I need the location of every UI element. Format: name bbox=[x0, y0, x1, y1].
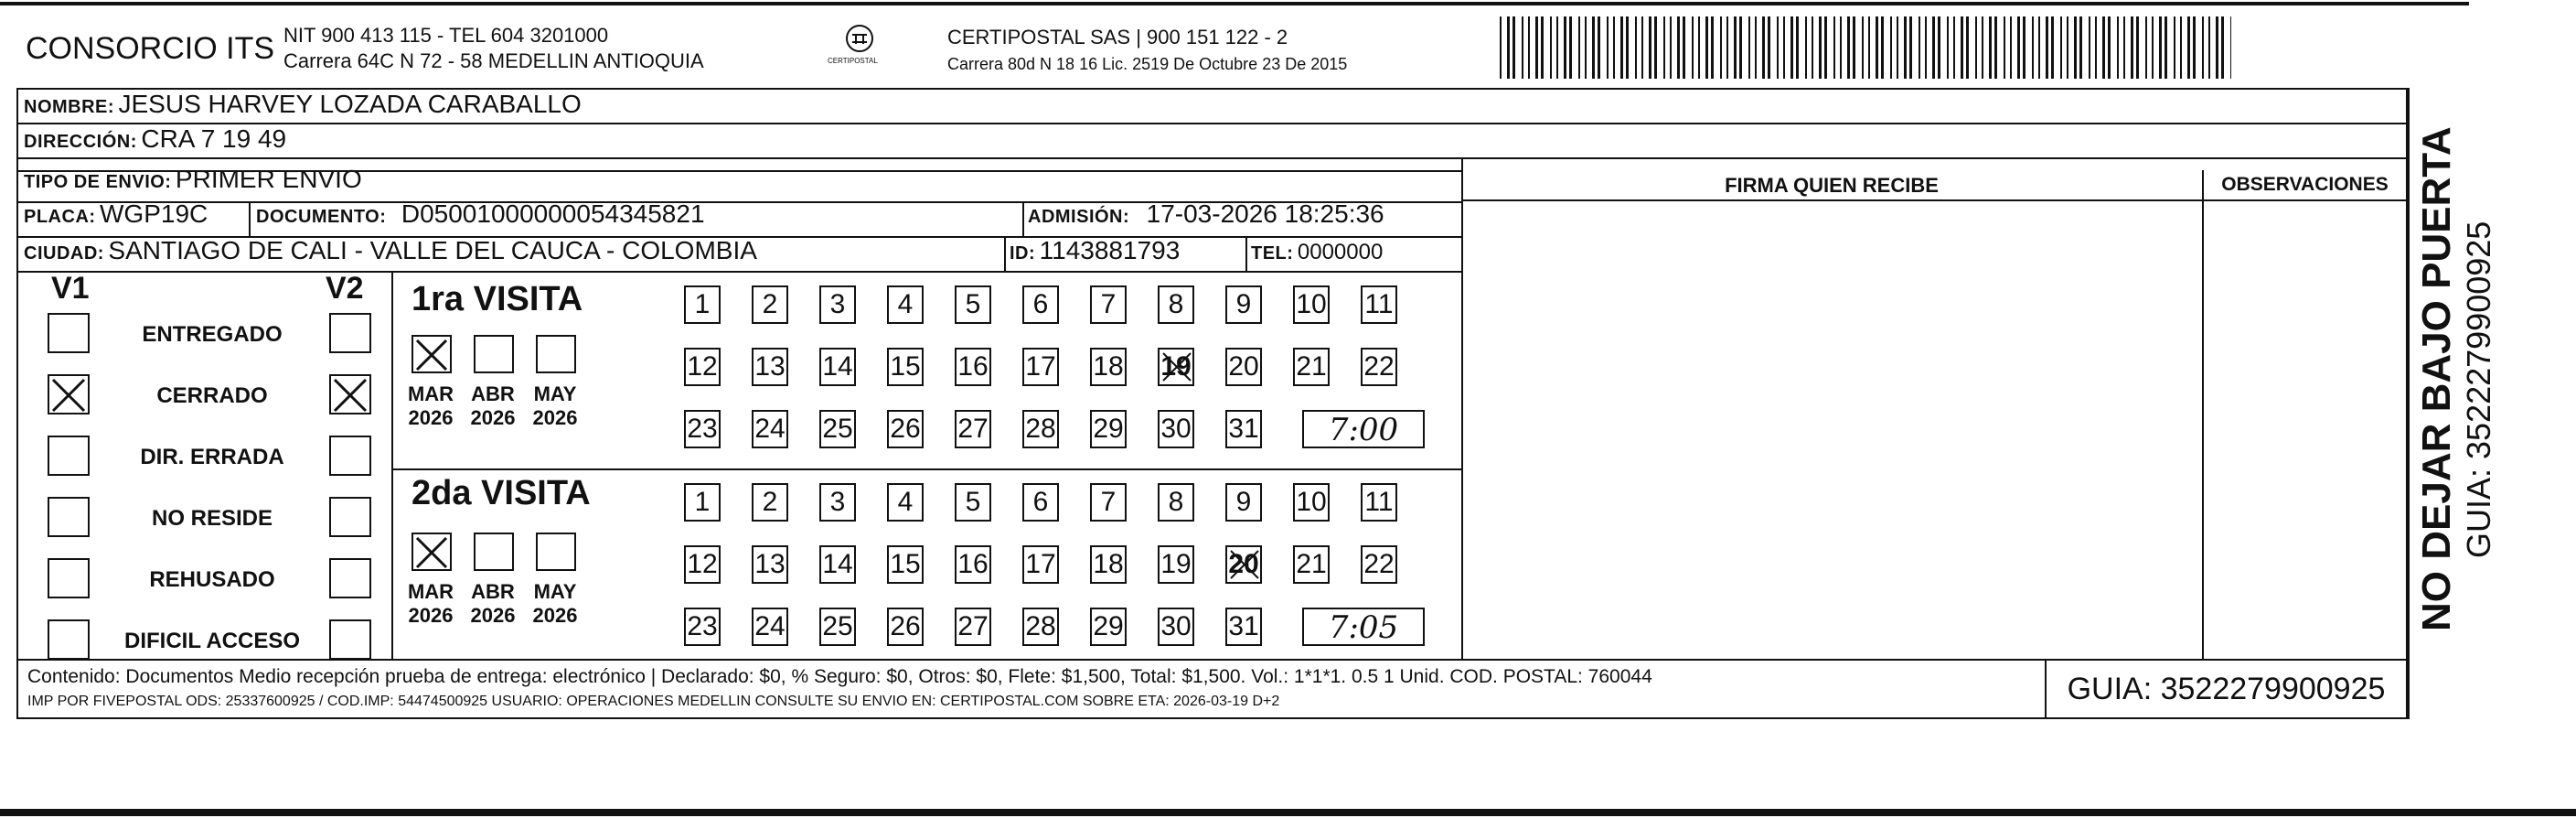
barcode-bar bbox=[2136, 16, 2139, 79]
day-box[interactable]: 2 bbox=[752, 483, 788, 522]
day-box[interactable]: 6 bbox=[1022, 285, 1059, 324]
day-box[interactable]: 4 bbox=[887, 285, 924, 324]
barcode-bar bbox=[2017, 16, 2020, 79]
day-box[interactable]: 6 bbox=[1022, 483, 1059, 522]
barcode-bar bbox=[1982, 16, 1983, 79]
barcode-bar bbox=[1953, 16, 1955, 79]
barcode-bar bbox=[1711, 16, 1714, 79]
day-box[interactable]: 19 bbox=[1158, 348, 1194, 386]
top-edge bbox=[0, 2, 2469, 5]
barcode-bar bbox=[2038, 16, 2040, 79]
status-label: ENTREGADO bbox=[142, 322, 283, 347]
barcode-bar bbox=[1535, 16, 1538, 79]
month-name: MAY bbox=[533, 580, 577, 603]
placa-row bbox=[24, 199, 208, 229]
day-box[interactable]: 10 bbox=[1293, 483, 1330, 522]
day-box[interactable]: 18 bbox=[1090, 348, 1127, 386]
barcode-bar bbox=[1512, 16, 1515, 79]
firma-header: FIRMA QUIEN RECIBE bbox=[1725, 174, 1939, 197]
month-label bbox=[399, 580, 463, 628]
day-box[interactable]: 21 bbox=[1293, 348, 1330, 386]
tel-row bbox=[1251, 240, 1383, 265]
admision-label: ADMISIÓN: bbox=[1028, 207, 1130, 227]
barcode-bar bbox=[2159, 16, 2162, 79]
barcode-bar bbox=[1677, 16, 1680, 79]
ciudad-label: CIUDAD: bbox=[24, 243, 104, 264]
month-name: ABR bbox=[471, 382, 515, 405]
day-box[interactable]: 1 bbox=[684, 483, 721, 522]
day-box[interactable]: 25 bbox=[819, 608, 856, 646]
month-checkbox[interactable] bbox=[474, 533, 514, 571]
footer-contenido: Contenido: Documentos Medio recepción prueba de entrega: electrónico | Declarado: $0, % Seguro: $0, Otros: $0, Flete: $1,500, Total: $1,500. Vol.: 1*1*1. 0.5 1 Unid. COD. POSTAL: 760044 bbox=[27, 666, 1652, 687]
barcode-bar bbox=[2095, 16, 2097, 79]
tel-value: 0000000 bbox=[1297, 240, 1384, 264]
day-box[interactable]: 13 bbox=[752, 348, 788, 386]
barcode-bar bbox=[2208, 16, 2210, 79]
day-box[interactable]: 29 bbox=[1090, 608, 1127, 646]
ciudad-row bbox=[24, 236, 757, 265]
month-name: ABR bbox=[471, 580, 515, 603]
day-box[interactable]: 24 bbox=[752, 410, 788, 448]
barcode-bar bbox=[1862, 16, 1864, 79]
day-box[interactable]: 15 bbox=[887, 545, 924, 584]
month-name: MAR bbox=[407, 382, 454, 405]
barcode-bar bbox=[2230, 16, 2231, 79]
day-box[interactable]: 17 bbox=[1022, 348, 1059, 386]
month-label bbox=[523, 580, 587, 628]
day-box[interactable]: 16 bbox=[955, 348, 991, 386]
barcode-bar bbox=[2089, 16, 2090, 79]
barcode-bar bbox=[1796, 16, 1799, 79]
row-line bbox=[16, 157, 2408, 159]
day-box[interactable]: 22 bbox=[1361, 545, 1397, 584]
month-year: 2026 bbox=[408, 406, 454, 429]
barcode-bar bbox=[1904, 16, 1907, 79]
barcode-bar bbox=[2193, 16, 2196, 79]
barcode-bar bbox=[1734, 16, 1737, 79]
barcode-bar bbox=[1692, 16, 1694, 79]
row-line bbox=[16, 271, 1461, 273]
barcode-bar bbox=[1635, 16, 1637, 79]
barcode-bar bbox=[1528, 16, 1530, 79]
barcode-bar bbox=[1919, 16, 1920, 79]
v1-checkbox[interactable] bbox=[48, 497, 90, 537]
day-box[interactable]: 19 bbox=[1158, 545, 1194, 584]
barcode-bar bbox=[1777, 16, 1779, 79]
id-value: 1143881793 bbox=[1039, 236, 1181, 264]
status-label: DIR. ERRADA bbox=[140, 445, 284, 469]
barcode-bar bbox=[1598, 16, 1600, 79]
month-checkbox[interactable] bbox=[474, 335, 514, 373]
barcode-bar bbox=[2202, 16, 2204, 79]
v2-header: V2 bbox=[326, 271, 364, 306]
barcode-bar bbox=[1881, 16, 1884, 79]
col-line bbox=[1022, 201, 1024, 236]
barcode-bar bbox=[2187, 16, 2190, 79]
day-box[interactable]: 22 bbox=[1361, 348, 1397, 386]
barcode-bar bbox=[2108, 16, 2111, 79]
day-box[interactable]: 23 bbox=[684, 410, 721, 448]
barcode-bar bbox=[1805, 16, 1807, 79]
col-line bbox=[391, 271, 393, 659]
v1-checkbox[interactable] bbox=[48, 619, 90, 660]
day-box[interactable]: 27 bbox=[955, 410, 991, 448]
v2-checkbox[interactable] bbox=[329, 374, 371, 414]
v1-checkbox[interactable] bbox=[48, 436, 90, 476]
barcode-bar bbox=[2123, 16, 2125, 79]
barcode-bar bbox=[1569, 16, 1572, 79]
month-label bbox=[461, 580, 525, 628]
barcode-bar bbox=[1762, 16, 1765, 79]
month-label bbox=[523, 382, 587, 430]
barcode-bar bbox=[2180, 16, 2182, 79]
day-box[interactable]: 7 bbox=[1090, 483, 1127, 522]
id-label: ID: bbox=[1010, 243, 1036, 264]
placa-label: PLACA: bbox=[24, 207, 96, 227]
barcode-bar bbox=[1578, 16, 1580, 79]
documento-row bbox=[256, 199, 705, 229]
day-box[interactable]: 28 bbox=[1022, 410, 1059, 448]
side-guia: GUIA: 3522279900925 bbox=[2460, 221, 2497, 558]
day-box[interactable]: 17 bbox=[1022, 545, 1059, 584]
col-line bbox=[2202, 170, 2204, 659]
barcode-bar bbox=[1890, 16, 1892, 79]
carrier-logo-text: CERTIPOSTAL bbox=[828, 57, 878, 65]
day-box[interactable]: 21 bbox=[1293, 545, 1330, 584]
ciudad-value: SANTIAGO DE CALI - VALLE DEL CAUCA - COLOMBIA bbox=[108, 236, 757, 264]
documento-value: D05001000000054345821 bbox=[401, 199, 705, 228]
tel-label: TEL: bbox=[1251, 243, 1294, 264]
carrier-logo bbox=[818, 22, 901, 77]
barcode-bar bbox=[1620, 16, 1623, 79]
footer-imp: IMP POR FIVEPOSTAL ODS: 25337600925 / COD.IMP: 54474500925 USUARIO: OPERACIONES MEDELLIN CONSULTE SU ENVIO EN: CERTIPOSTAL.COM SOBRE ETA: 2026-03-19 D+2 bbox=[27, 694, 1280, 709]
barcode-bar bbox=[1726, 16, 1728, 79]
month-year: 2026 bbox=[532, 406, 578, 429]
day-box[interactable]: 24 bbox=[752, 608, 788, 646]
month-checkbox[interactable] bbox=[536, 533, 576, 571]
v2-checkbox[interactable] bbox=[329, 619, 371, 660]
month-label bbox=[399, 382, 463, 430]
day-box[interactable]: 14 bbox=[819, 545, 856, 584]
barcode-bar bbox=[1556, 16, 1558, 79]
barcode-bar bbox=[1550, 16, 1552, 79]
observaciones-header: OBSERVACIONES bbox=[2221, 174, 2389, 195]
status-label: CERRADO bbox=[156, 383, 268, 408]
col-line bbox=[1461, 157, 1463, 659]
barcode-bar bbox=[2102, 16, 2105, 79]
barcode-bar bbox=[1683, 16, 1685, 79]
v1-checkbox[interactable] bbox=[48, 374, 90, 414]
col-line bbox=[2408, 88, 2410, 719]
day-box[interactable]: 5 bbox=[955, 285, 991, 324]
day-box[interactable]: 26 bbox=[887, 608, 924, 646]
v1-checkbox[interactable] bbox=[48, 558, 90, 598]
row-line bbox=[16, 123, 2408, 124]
barcode-bar bbox=[1500, 16, 1502, 79]
day-box[interactable]: 31 bbox=[1225, 608, 1262, 646]
month-checkbox[interactable] bbox=[412, 335, 452, 373]
day-box[interactable]: 18 bbox=[1090, 545, 1127, 584]
barcode-bar bbox=[2067, 16, 2068, 79]
barcode-bar bbox=[1670, 16, 1672, 79]
barcode-bar bbox=[1705, 16, 1708, 79]
barcode-bar bbox=[2221, 16, 2224, 79]
barcode-bar bbox=[1641, 16, 1643, 79]
day-box[interactable]: 5 bbox=[955, 483, 991, 522]
carrier-line1: CERTIPOSTAL SAS | 900 151 122 - 2 bbox=[947, 26, 1288, 48]
barcode bbox=[1500, 16, 2231, 79]
day-box[interactable]: 12 bbox=[684, 545, 721, 584]
day-box[interactable]: 10 bbox=[1293, 285, 1330, 324]
barcode-bar bbox=[1876, 16, 1878, 79]
nombre-row bbox=[24, 90, 582, 119]
id-row bbox=[1010, 236, 1180, 265]
day-box[interactable]: 26 bbox=[887, 410, 924, 448]
barcode-bar bbox=[2131, 16, 2133, 79]
barcode-bar bbox=[2174, 16, 2175, 79]
carrier-line2: Carrera 80d N 18 16 Lic. 2519 De Octubre 23 De 2015 bbox=[947, 55, 1348, 73]
barcode-bar bbox=[1868, 16, 1870, 79]
month-label bbox=[461, 382, 525, 430]
day-box[interactable]: 8 bbox=[1158, 483, 1194, 522]
visit2-title: 2da VISITA bbox=[412, 474, 591, 512]
tipo-label: TIPO DE ENVIO: bbox=[24, 172, 172, 192]
day-box[interactable]: 3 bbox=[819, 285, 856, 324]
barcode-bar bbox=[1947, 16, 1949, 79]
barcode-bar bbox=[1819, 16, 1822, 79]
v1-header: V1 bbox=[51, 271, 90, 306]
barcode-bar bbox=[1966, 16, 1969, 79]
barcode-bar bbox=[2164, 16, 2167, 79]
barcode-bar bbox=[1961, 16, 1963, 79]
barcode-bar bbox=[2051, 16, 2054, 79]
barcode-bar bbox=[1698, 16, 1700, 79]
barcode-bar bbox=[2060, 16, 2062, 79]
barcode-bar bbox=[2152, 16, 2154, 79]
barcode-bar bbox=[2046, 16, 2048, 79]
month-checkbox[interactable] bbox=[536, 335, 576, 373]
direccion-value: CRA 7 19 49 bbox=[141, 124, 287, 153]
col-line bbox=[1004, 236, 1006, 271]
nombre-value: JESUS HARVEY LOZADA CARABALLO bbox=[118, 90, 582, 118]
side-no-dejar: NO DEJAR BAJO PUERTA bbox=[2414, 126, 2459, 631]
barcode-bar bbox=[1812, 16, 1813, 79]
barcode-bar bbox=[1739, 16, 1742, 79]
barcode-bar bbox=[1840, 16, 1842, 79]
day-box[interactable]: 23 bbox=[684, 608, 721, 646]
row-line bbox=[16, 659, 2408, 661]
barcode-bar bbox=[1824, 16, 1827, 79]
day-box[interactable]: 2 bbox=[752, 285, 788, 324]
barcode-bar bbox=[1585, 16, 1587, 79]
month-year: 2026 bbox=[408, 604, 454, 627]
barcode-bar bbox=[1833, 16, 1835, 79]
placa-value: WGP19C bbox=[100, 199, 208, 228]
barcode-bar bbox=[2023, 16, 2026, 79]
documento-label: DOCUMENTO: bbox=[256, 207, 387, 227]
visit1-title: 1ra VISITA bbox=[412, 280, 583, 318]
barcode-bar bbox=[1748, 16, 1750, 79]
barcode-bar bbox=[1522, 16, 1523, 79]
barcode-bar bbox=[1720, 16, 1722, 79]
barcode-bar bbox=[1932, 16, 1935, 79]
barcode-bar bbox=[2004, 16, 2005, 79]
day-box[interactable]: 31 bbox=[1225, 410, 1262, 448]
nombre-label: NOMBRE: bbox=[24, 97, 115, 117]
barcode-bar bbox=[1853, 16, 1855, 79]
day-box[interactable]: 4 bbox=[887, 483, 924, 522]
visit-time: 7:05 bbox=[1302, 608, 1425, 646]
company-line2: Carrera 64C N 72 - 58 MEDELLIN ANTIOQUIA bbox=[283, 49, 704, 72]
barcode-bar bbox=[1909, 16, 1912, 79]
day-box[interactable]: 14 bbox=[819, 348, 856, 386]
day-box[interactable]: 11 bbox=[1361, 483, 1397, 522]
barcode-bar bbox=[2074, 16, 2077, 79]
tipo-value: PRIMER ENVIO bbox=[175, 165, 362, 193]
barcode-bar bbox=[1768, 16, 1770, 79]
barcode-bar bbox=[1507, 16, 1510, 79]
day-box[interactable]: 20 bbox=[1225, 348, 1262, 386]
barcode-bar bbox=[1607, 16, 1609, 79]
col-line bbox=[1245, 236, 1247, 271]
barcode-bar bbox=[1994, 16, 1997, 79]
day-box[interactable]: 9 bbox=[1225, 483, 1262, 522]
barcode-bar bbox=[2117, 16, 2119, 79]
month-checkbox[interactable] bbox=[412, 533, 452, 571]
status-label: NO RESIDE bbox=[151, 506, 273, 531]
barcode-bar bbox=[1897, 16, 1898, 79]
month-year: 2026 bbox=[470, 604, 516, 627]
barcode-bar bbox=[1790, 16, 1793, 79]
barcode-bar bbox=[2010, 16, 2012, 79]
day-box[interactable]: 30 bbox=[1158, 410, 1194, 448]
v2-checkbox[interactable] bbox=[329, 436, 371, 476]
col-line bbox=[249, 201, 251, 236]
month-name: MAY bbox=[533, 382, 577, 405]
barcode-bar bbox=[1654, 16, 1657, 79]
barcode-bar bbox=[1613, 16, 1615, 79]
day-box[interactable]: 11 bbox=[1361, 285, 1397, 324]
month-year: 2026 bbox=[470, 406, 516, 429]
barcode-bar bbox=[1663, 16, 1665, 79]
v2-checkbox[interactable] bbox=[329, 313, 371, 353]
barcode-bar bbox=[1783, 16, 1785, 79]
direccion-label: DIRECCIÓN: bbox=[24, 132, 137, 152]
barcode-bar bbox=[1847, 16, 1850, 79]
day-box[interactable]: 25 bbox=[819, 410, 856, 448]
day-box[interactable]: 7 bbox=[1090, 285, 1127, 324]
day-box[interactable]: 27 bbox=[955, 608, 991, 646]
barcode-bar bbox=[2079, 16, 2082, 79]
barcode-bar bbox=[1755, 16, 1757, 79]
barcode-bar bbox=[1564, 16, 1566, 79]
day-box[interactable]: 29 bbox=[1090, 410, 1127, 448]
company-name: CONSORCIO ITS bbox=[26, 31, 275, 66]
visit-time: 7:00 bbox=[1302, 410, 1425, 448]
day-box[interactable]: 20 bbox=[1225, 545, 1262, 584]
row-line bbox=[1461, 199, 2408, 201]
status-label: REHUSADO bbox=[149, 567, 275, 592]
day-box[interactable]: 15 bbox=[887, 348, 924, 386]
barcode-bar bbox=[1925, 16, 1927, 79]
day-box[interactable]: 28 bbox=[1022, 608, 1059, 646]
month-year: 2026 bbox=[532, 604, 578, 627]
day-box[interactable]: 13 bbox=[752, 545, 788, 584]
barcode-bar bbox=[1989, 16, 1992, 79]
day-box[interactable]: 1 bbox=[684, 285, 721, 324]
barcode-bar bbox=[2145, 16, 2147, 79]
admision-row bbox=[1028, 199, 1384, 229]
day-box[interactable]: 16 bbox=[955, 545, 991, 584]
barcode-bar bbox=[1975, 16, 1977, 79]
day-box[interactable]: 12 bbox=[684, 348, 721, 386]
barcode-bar bbox=[1649, 16, 1651, 79]
day-box[interactable]: 8 bbox=[1158, 285, 1194, 324]
status-label: DIFICIL ACCESO bbox=[123, 629, 300, 653]
barcode-bar bbox=[1541, 16, 1544, 79]
barcode-bar bbox=[2032, 16, 2034, 79]
day-box[interactable]: 9 bbox=[1225, 285, 1262, 324]
month-name: MAR bbox=[407, 580, 454, 603]
day-box[interactable]: 3 bbox=[819, 483, 856, 522]
admision-value: 17-03-2026 18:25:36 bbox=[1146, 199, 1384, 228]
tipo-row bbox=[24, 165, 362, 194]
direccion-row bbox=[24, 124, 286, 154]
barcode-bar bbox=[2216, 16, 2218, 79]
day-box[interactable]: 30 bbox=[1158, 608, 1194, 646]
barcode-bar bbox=[1938, 16, 1940, 79]
bottom-edge bbox=[0, 809, 2576, 816]
barcode-bar bbox=[1626, 16, 1629, 79]
v1-checkbox[interactable] bbox=[48, 313, 90, 353]
row-line bbox=[391, 468, 1461, 470]
barcode-bar bbox=[1592, 16, 1595, 79]
company-line1: NIT 900 413 115 - TEL 604 3201000 bbox=[283, 24, 609, 47]
footer-guia: GUIA: 3522279900925 bbox=[2067, 672, 2386, 706]
v2-checkbox[interactable] bbox=[329, 497, 371, 537]
v2-checkbox[interactable] bbox=[329, 558, 371, 598]
